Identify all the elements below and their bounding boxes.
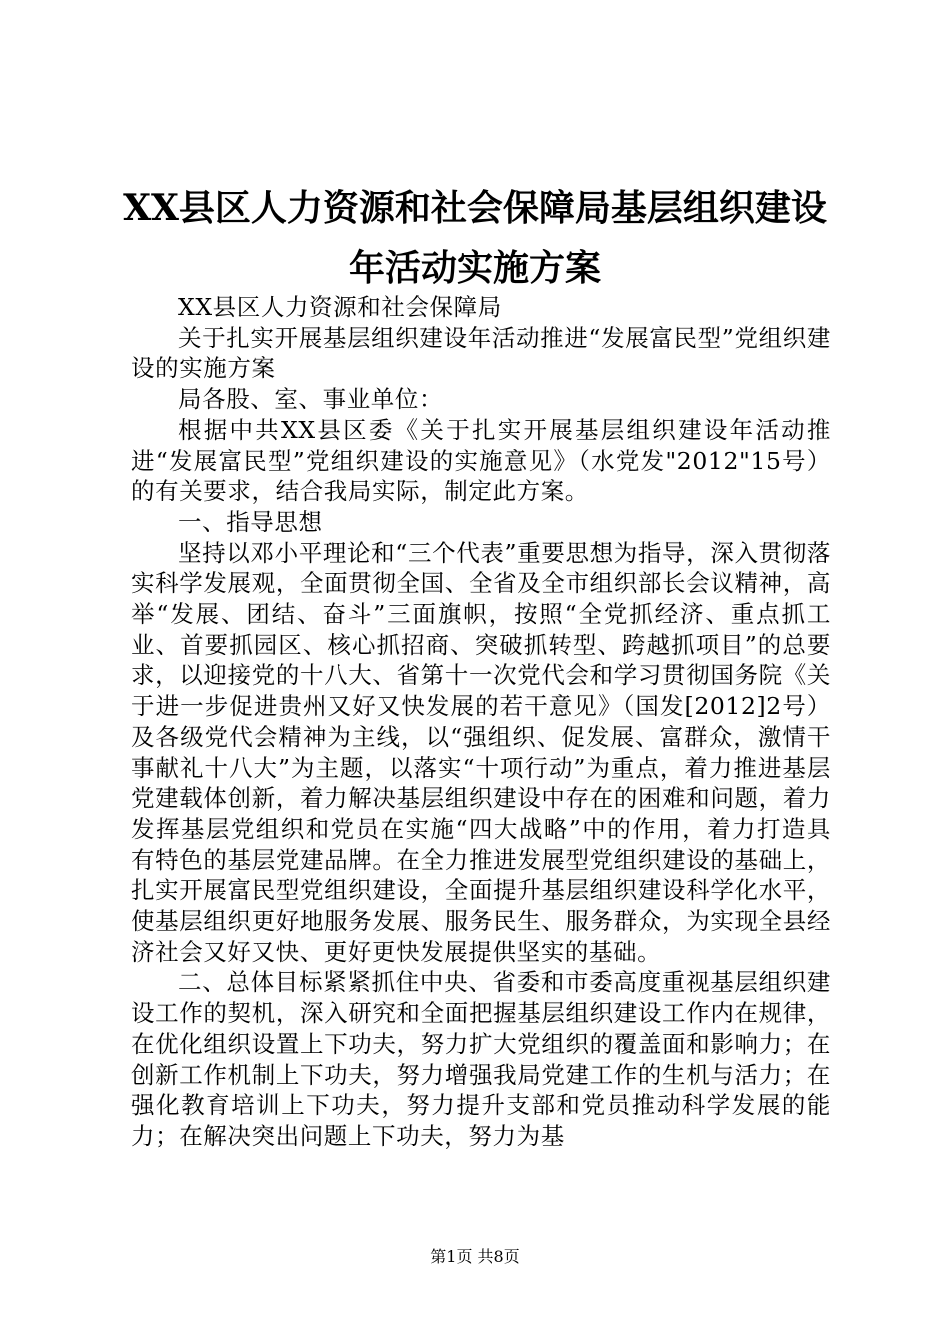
subject-line: 关于扎实开展基层组织建设年活动推进“发展富民型”党组织建设的实施方案 xyxy=(131,323,831,383)
section-heading-guiding-ideology: 一、指导思想 xyxy=(178,507,323,536)
addressee-line: 局各股、室、事业单位： xyxy=(178,385,444,414)
overall-goal-paragraph: 二、总体目标紧紧抓住中央、省委和市委高度重视基层组织建设工作的契机，深入研究和全面把握基层组织建设工作内在规律，在优化组织设置上下功夫，努力扩大党组织的覆盖面和影响力；在创新工作机制上下功夫，努力增强我局党建工作的生机与活力；在强化教育培训上下功夫，努力提升支部和党员推动科学发展的能力；在解决突出问题上下功夫，努力为基 xyxy=(131,968,831,1150)
guiding-ideology-paragraph: 坚持以邓小平理论和“三个代表”重要思想为指导，深入贯彻落实科学发展观，全面贯彻全国、全省及全市组织部长会议精神，高举“发展、团结、奋斗”三面旗帜，按照“全党抓经济、重点抓工业、首要抓园区、核心抓招商、突破抓转型、跨越抓项目”的总要求，以迎接党的十八大、省第十一次党代会和学习贯彻国务院《关于进一步促进贵州又好又快发展的若干意见》（国发[2012]2号）及各级党代会精神为主线，以“强组织、促发展、富群众，激情干事献礼十八大”为主题，以落实“十项行动”为重点，着力推进基层党建载体创新，着力解决基层组织建设中存在的困难和问题，着力发挥基层党组织和党员在实施“四大战略”中的作用，着力打造具有特色的基层党建品牌。在全力推进发展型党组织建设的基础上，扎实开展富民型党组织建设，全面提升基层组织建设科学化水平，使基层组织更好地服务发展、服务民生、服务群众，为实现全县经济社会又好又快、更好更快发展提供坚实的基础。 xyxy=(131,538,831,966)
document-title-line-2: 年活动实施方案 xyxy=(348,247,601,289)
document-title-line-1: XX县区人力资源和社会保障局基层组织建设 xyxy=(123,187,827,229)
document-body xyxy=(131,292,831,1152)
page-number-footer: 第1页 共8页 xyxy=(430,1247,520,1266)
intro-paragraph: 根据中共XX县区委《关于扎实开展基层组织建设年活动推进“发展富民型”党组织建设的实施意见》（水党发"2012"15号）的有关要求，结合我局实际，制定此方案。 xyxy=(131,415,831,506)
issuer-line: XX县区人力资源和社会保障局 xyxy=(178,293,502,321)
